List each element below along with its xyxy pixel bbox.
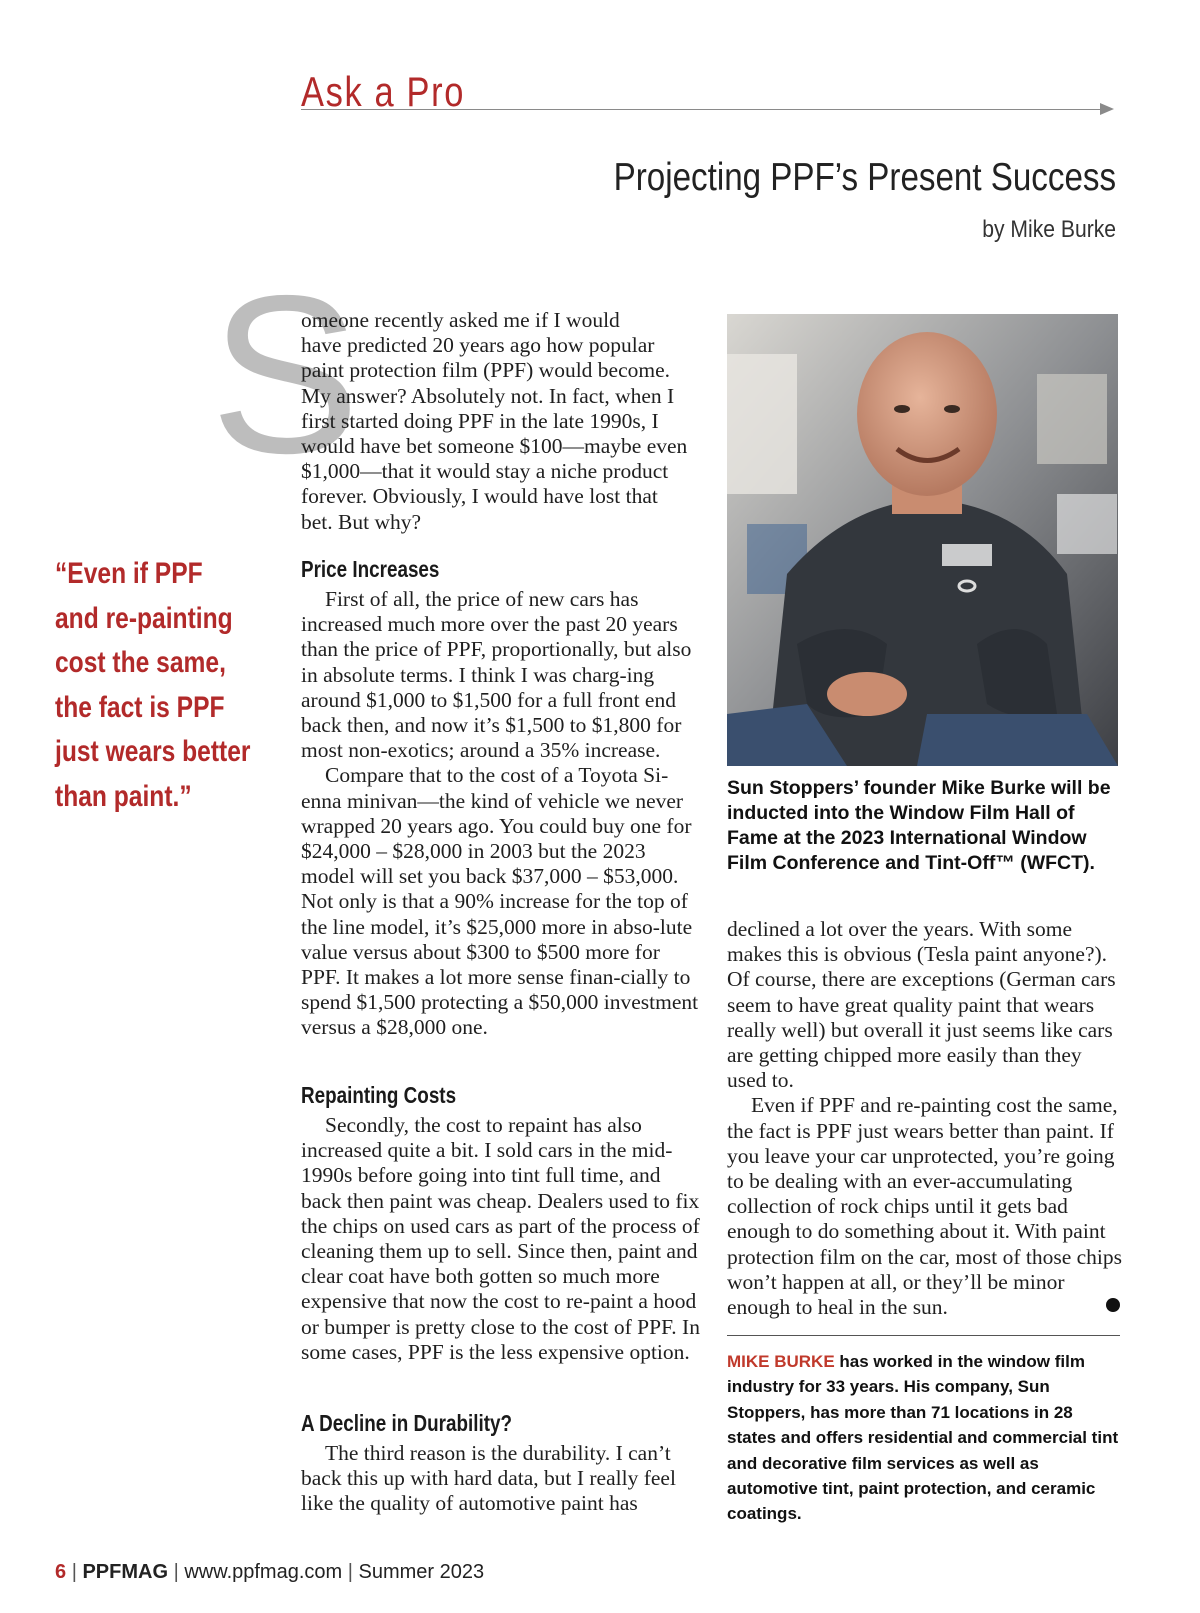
photo-caption: Sun Stoppers’ founder Mike Burke will be inducted into the Window Film Hall of Fame at the 2023 International Window Film Conference and Tint-Off™ (WFCT). [727,777,1111,874]
section-durability [301,1410,691,1517]
paragraph: Even if PPF and re-painting cost the same, the fact is PPF just wears better than paint. If you leave your car unprotected, you’re going to be dealing with an ever-accumulating collection of rock chips until it gets bad enough to do something about it. With paint protection film on the car, most of those chips won’t happen at all, or they’ll be minor enough to heal in the sun. [727,1093,1123,1320]
intro-line: would have bet someone $100—maybe even [301,434,688,459]
right-column [727,917,1122,1320]
portrait-illustration [727,314,1118,766]
author-bio [727,1349,1122,1527]
intro-line: omeone recently asked me if I would [301,308,620,332]
drop-cap: S [210,248,361,500]
subhead-repaint: Repainting Costs [301,1082,457,1108]
page-footer [55,1561,484,1584]
footer-url: www.ppfmag.com [184,1561,343,1583]
header-rule [301,109,1108,110]
section-label: Ask a Pro [301,68,466,115]
portrait-photo [727,314,1118,766]
page-number: 6 [55,1561,67,1583]
paragraph: Secondly, the cost to repaint has also increased quite a bit. I sold cars in the mid-1990s before going into tint full time, and back then paint was cheap. Dealers used to fix the chips on used cars as part of the process of cleaning them up to sell. Since then, paint and clear coat have both gotten so much more expensive that now the cost to re-paint a hood or bumper is pretty close to the cost of PPF. In some cases, PPF is the less expensive option. [301,1113,700,1364]
intro-line: first started doing PPF in the late 1990s, I [301,408,659,433]
section-repaint [301,1082,701,1365]
footer-separator: | [173,1561,179,1583]
paragraph: The third reason is the durability. I can’t back this up with hard data, but I really feel like the quality of automotive paint has [301,1441,676,1516]
article-title: Projecting PPF’s Present Success [613,156,1116,199]
subhead-price: Price Increases [301,556,440,582]
byline: by Mike Burke [982,216,1116,243]
intro-line: bet. But why? [301,509,422,534]
intro-line: $1,000—that it would stay a niche product [301,459,669,484]
footer-separator: | [71,1561,77,1583]
paragraph: Compare that to the cost of a Toyota Si-enna minivan—the kind of vehicle we never wrapped 20 years ago. You could buy one for $24,000 – $28,000 in 2003 but the 2023 model will set you back $37,000 – $53,000. Not only is that a 90% increase for the top of the line model, it’s $25,000 more in abso-lute value versus about $300 to $500 more for PPF. It makes a lot more sense finan-cially to spend $1,500 protecting a $50,000 investment versus a $28,000 one. [301,763,699,1040]
subhead-durability: A Decline in Durability? [301,1410,512,1436]
paragraph: First of all, the price of new cars has increased much more over the past 20 years than the price of PPF, proportionally, but also in absolute terms. I think I was charg-ing around $1,000 to $1,500 for a full front end back then, and now it’s $1,500 to $1,800 for most non-exotics; around a 35% increase. [301,587,692,763]
end-mark-icon [1106,1298,1120,1312]
intro-line: My answer? Absolutely not. In fact, when I [301,383,675,408]
section-price [301,556,701,1041]
pull-quote: “Even if PPF and re-painting cost the same, the fact is PPF just wears better than paint.” [55,557,251,813]
bio-name: MIKE BURKE [727,1352,835,1371]
arrow-right-icon [1100,103,1114,115]
footer-separator: | [347,1561,353,1583]
intro-paragraph [301,308,701,535]
issue-date: Summer 2023 [358,1561,485,1583]
bio-text: has worked in the window film industry for 33 years. His company, Sun Stoppers, has more than 71 locations in 28 states and offers residential and commercial tint and decorative film services as well as automotive tint, paint protection, and ceramic coatings. [727,1352,1119,1524]
bio-divider [727,1335,1120,1336]
paragraph: declined a lot over the years. With some makes this is obvious (Tesla paint anyone?). Of course, there are exceptions (German cars seem to have great quality paint that wears really well) but overall it just seems like cars are getting chipped more easily than they used to. [727,917,1116,1093]
intro-line: have predicted 20 years ago how popular [301,333,655,358]
intro-line: paint protection film (PPF) would become. [301,358,671,383]
intro-line: forever. Obviously, I would have lost that [301,484,658,509]
magazine-name: PPFMAG [82,1561,169,1583]
